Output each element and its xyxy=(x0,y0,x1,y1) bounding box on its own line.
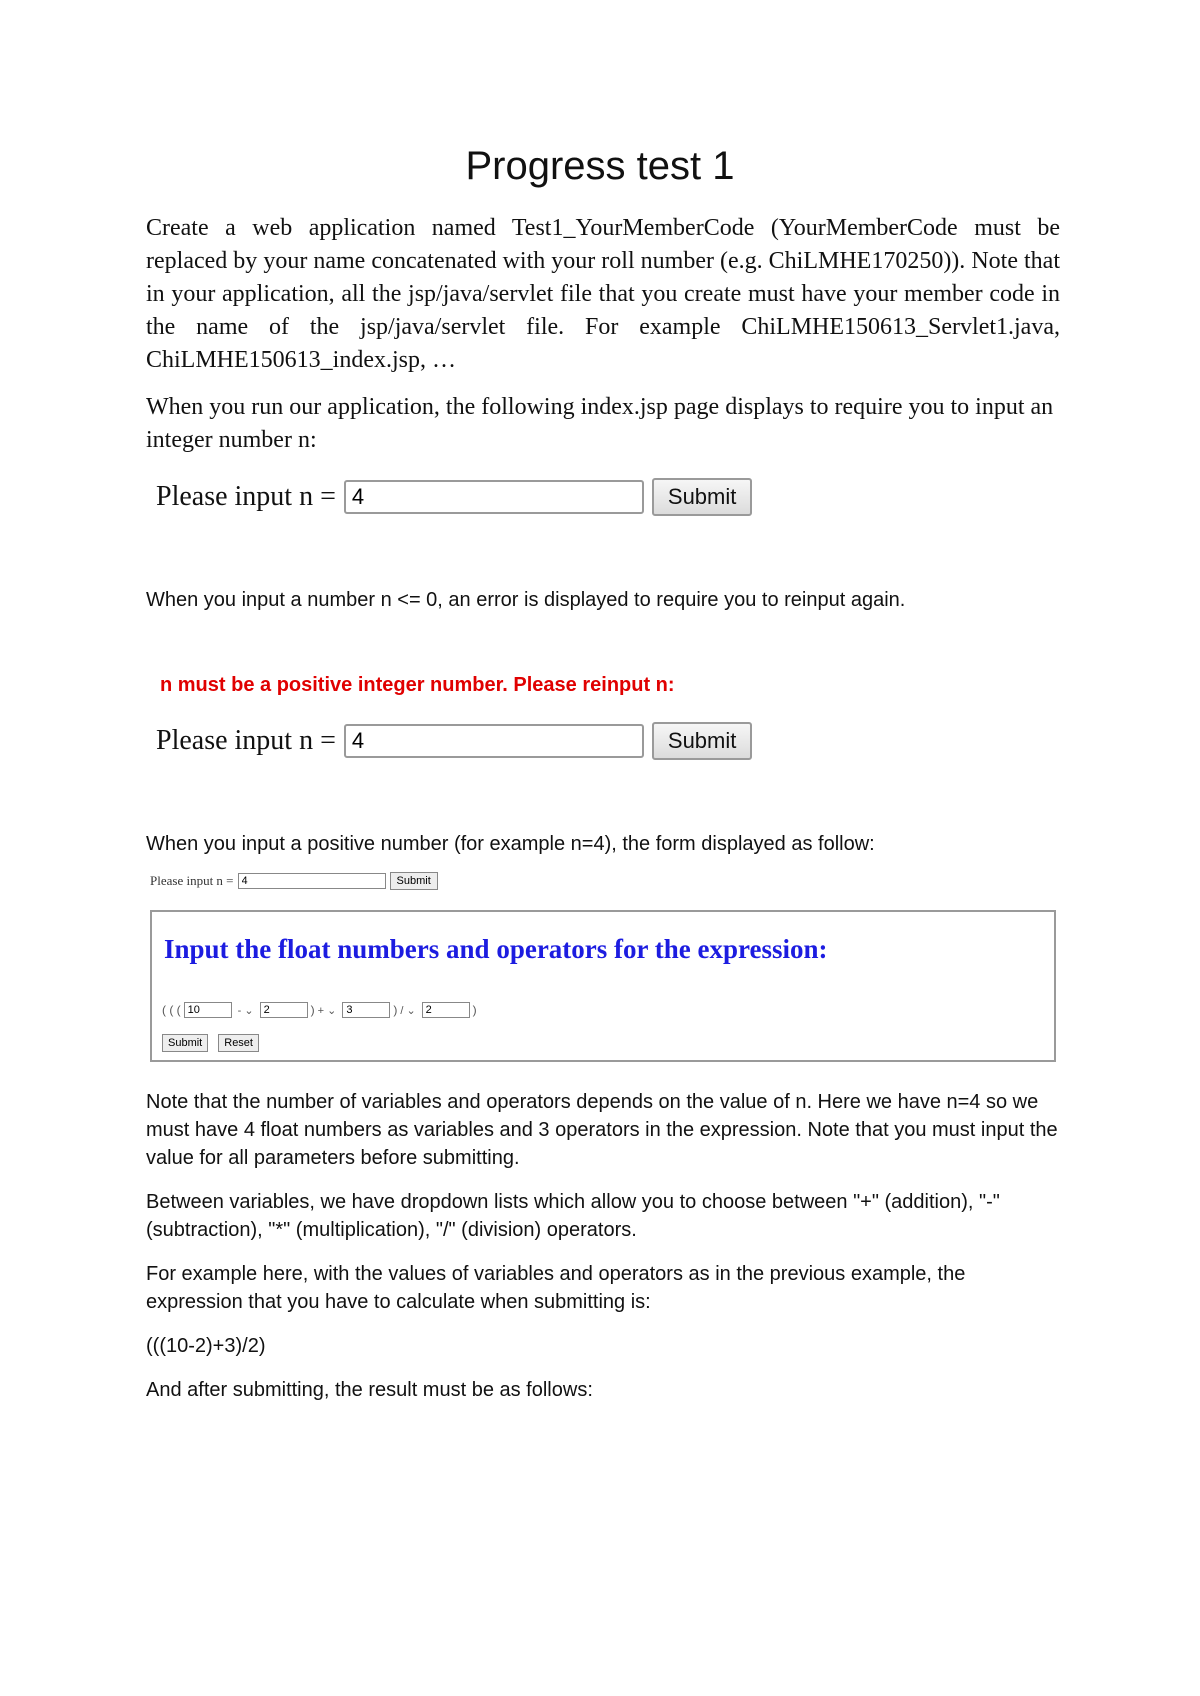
variable-input-1[interactable] xyxy=(184,1002,232,1018)
mini-n-input[interactable] xyxy=(238,873,386,889)
operator-select-1[interactable]: - ⌄ xyxy=(237,1004,254,1017)
reinput-n-input[interactable] xyxy=(344,724,644,758)
operator-select-3[interactable]: / ⌄ xyxy=(400,1004,416,1017)
expression-submit-button[interactable]: Submit xyxy=(162,1034,208,1052)
variable-input-3[interactable] xyxy=(342,1002,390,1018)
chevron-down-icon: ⌄ xyxy=(244,1004,254,1017)
error-message: n must be a positive integer number. Please reinput n: xyxy=(160,674,675,696)
expression-line: (((10-2)+3)/2) xyxy=(146,1335,266,1357)
reinput-submit-button[interactable]: Submit xyxy=(652,722,752,760)
positive-paragraph: When you input a positive number (for example n=4), the form displayed as follow: xyxy=(146,833,875,855)
input-n-label: Please input n = xyxy=(156,481,336,512)
expression-reset-button[interactable]: Reset xyxy=(218,1034,259,1052)
open-parens: ( ( ( xyxy=(162,1003,181,1017)
page-title: Progress test 1 xyxy=(465,144,735,188)
operator-select-2[interactable]: + ⌄ xyxy=(317,1004,337,1017)
note-paragraph: Note that the number of variables and operators depends on the value of n. Here we have n=4 so we must have 4 float numbers as variables and 3 operators in the expression. Note that you must input the value for all parameters before submitting. xyxy=(146,1091,1058,1169)
input-n-form xyxy=(156,478,752,516)
variable-input-4[interactable] xyxy=(422,1002,470,1018)
expression-row xyxy=(162,1002,477,1018)
mid-paren-1: ) xyxy=(310,1003,315,1017)
error-paragraph: When you input a number n <= 0, an error is displayed to require you to reinput again. xyxy=(146,589,906,611)
chevron-down-icon: ⌄ xyxy=(406,1004,416,1017)
mini-input-form xyxy=(150,872,438,890)
mid-paren-2: ) xyxy=(393,1003,398,1017)
mini-submit-button[interactable]: Submit xyxy=(390,872,438,890)
n-input[interactable] xyxy=(344,480,644,514)
run-paragraph: When you run our application, the following index.jsp page displays to require you to input an integer number n: xyxy=(146,394,1054,453)
variable-input-2[interactable] xyxy=(260,1002,308,1018)
after-paragraph: And after submitting, the result must be as follows: xyxy=(146,1379,593,1401)
expression-buttons xyxy=(162,1034,259,1052)
intro-paragraph: Create a web application named Test1_YourMemberCode (YourMemberCode must be replaced by your name concatenated with your roll number (e.g. ChiLMHE170250)). Note that in your application, all the jsp/java/servlet file that you create must have your member code in the name of the jsp/java/servlet file. For example ChiLMHE150613_Servlet1.java, ChiLMHE150613_index.jsp, … xyxy=(146,215,1060,373)
expression-form xyxy=(150,910,1056,1062)
between-paragraph: Between variables, we have dropdown lists which allow you to choose between "+" (addition), "-" (subtraction), "*" (multiplication), "/" (division) operators. xyxy=(146,1191,1000,1241)
example-paragraph: For example here, with the values of variables and operators as in the previous example, the expression that you have to calculate when submitting is: xyxy=(146,1263,966,1313)
mini-input-label: Please input n = xyxy=(150,873,234,888)
expression-heading: Input the float numbers and operators for the expression: xyxy=(164,934,828,964)
close-paren: ) xyxy=(472,1003,477,1017)
chevron-down-icon: ⌄ xyxy=(327,1004,337,1017)
reinput-n-label: Please input n = xyxy=(156,725,336,756)
submit-button[interactable]: Submit xyxy=(652,478,752,516)
reinput-n-form xyxy=(156,722,752,760)
